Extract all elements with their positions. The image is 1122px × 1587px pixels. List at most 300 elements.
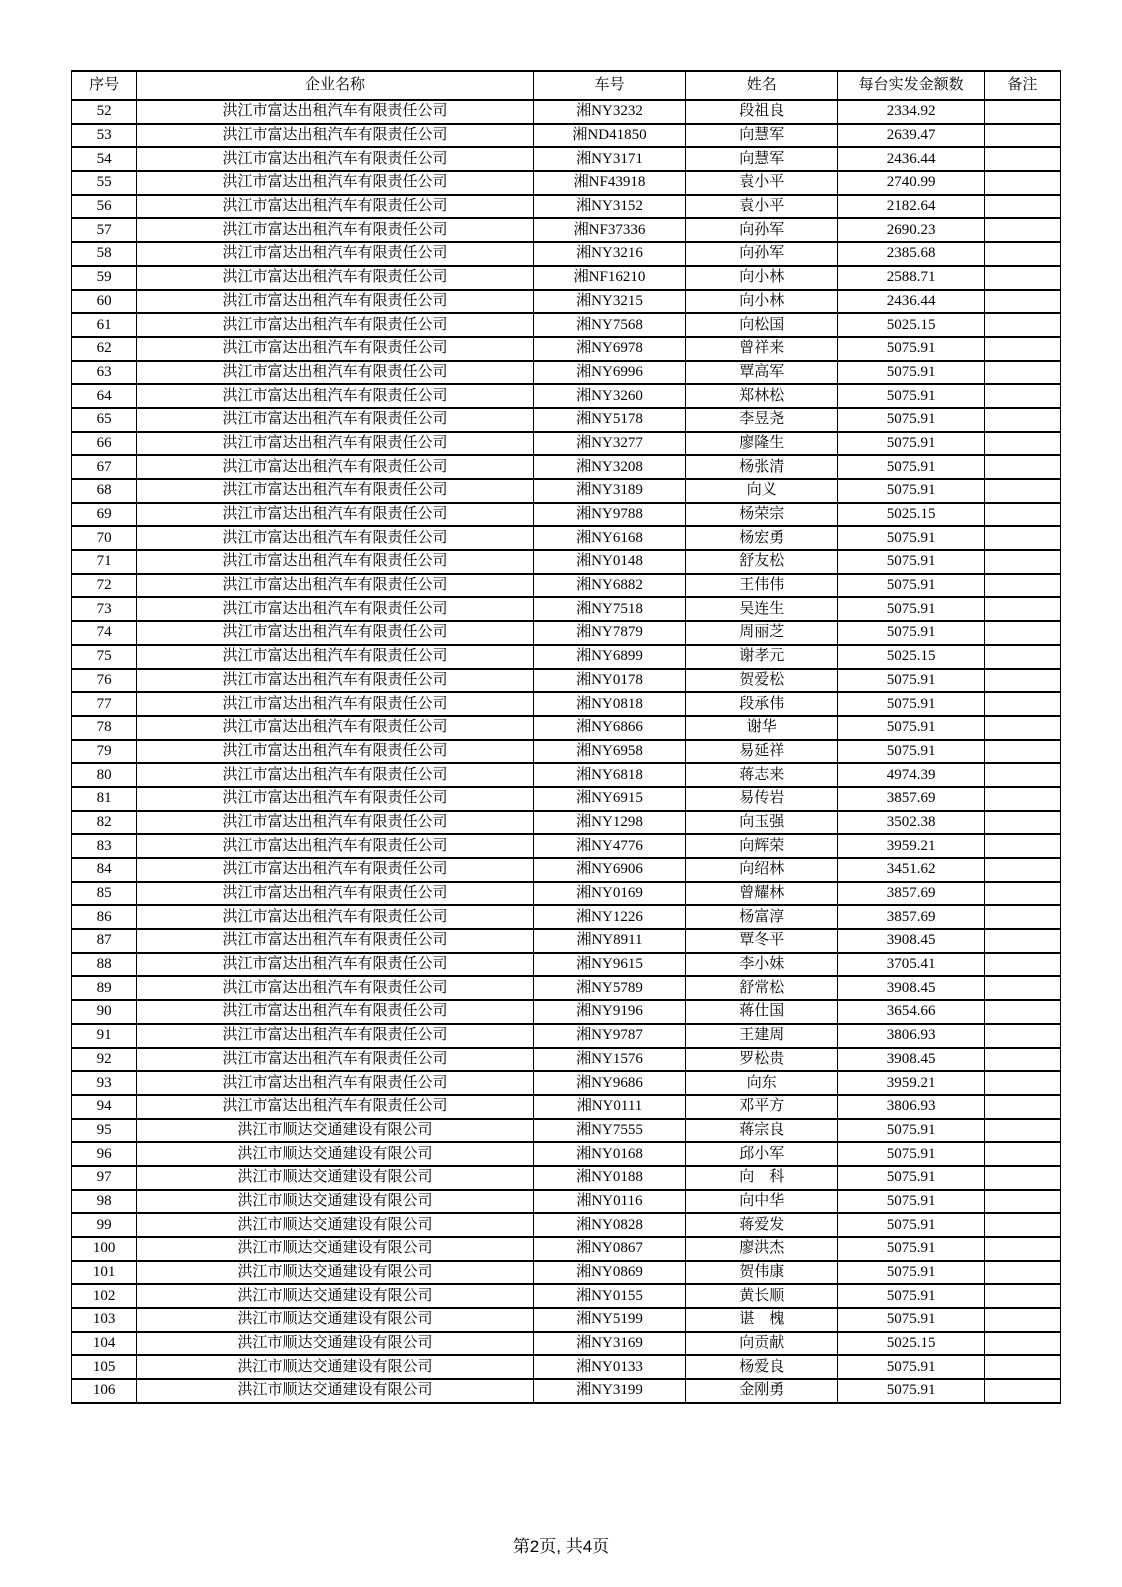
cell-amount: 2690.23 [838,218,984,242]
cell-seq-number: 82 [72,811,137,835]
cell-amount: 5075.91 [838,621,984,645]
cell-company-name: 洪江市富达出租汽车有限责任公司 [137,408,534,432]
cell-remark [984,574,1060,598]
cell-amount: 3857.69 [838,787,984,811]
cell-person-name: 向小林 [686,290,838,314]
cell-remark [984,1284,1060,1308]
cell-remark [984,266,1060,290]
cell-amount: 5075.91 [838,692,984,716]
cell-person-name: 向松国 [686,313,838,337]
cell-seq-number: 65 [72,408,137,432]
cell-vehicle-number: 湘NY7568 [533,313,685,337]
cell-remark [984,100,1060,124]
cell-vehicle-number: 湘NY7518 [533,597,685,621]
cell-seq-number: 57 [72,218,137,242]
cell-remark [984,1237,1060,1261]
cell-seq-number: 97 [72,1166,137,1190]
cell-person-name: 郑林松 [686,384,838,408]
cell-remark [984,1071,1060,1095]
cell-person-name: 王伟伟 [686,574,838,598]
column-header-vehicle-number: 车号 [533,71,685,100]
cell-company-name: 洪江市富达出租汽车有限责任公司 [137,455,534,479]
cell-amount: 5075.91 [838,716,984,740]
cell-vehicle-number: 湘NY0116 [533,1190,685,1214]
cell-vehicle-number: 湘NY4776 [533,834,685,858]
cell-vehicle-number: 湘NY9615 [533,953,685,977]
cell-company-name: 洪江市富达出租汽车有限责任公司 [137,1071,534,1095]
cell-amount: 5025.15 [838,313,984,337]
cell-company-name: 洪江市富达出租汽车有限责任公司 [137,526,534,550]
cell-seq-number: 56 [72,195,137,219]
cell-seq-number: 98 [72,1190,137,1214]
column-header-remark: 备注 [984,71,1060,100]
cell-amount: 3705.41 [838,953,984,977]
table-row [72,692,1061,716]
cell-seq-number: 99 [72,1213,137,1237]
cell-person-name: 吴连生 [686,597,838,621]
cell-company-name: 洪江市富达出租汽车有限责任公司 [137,147,534,171]
cell-seq-number: 75 [72,645,137,669]
table-row [72,1308,1061,1332]
cell-remark [984,1213,1060,1237]
cell-vehicle-number: 湘NY0133 [533,1355,685,1379]
cell-seq-number: 80 [72,763,137,787]
table-row [72,1024,1061,1048]
cell-remark [984,171,1060,195]
cell-amount: 3908.45 [838,929,984,953]
cell-amount: 5075.91 [838,455,984,479]
cell-amount: 5075.91 [838,479,984,503]
table-row [72,716,1061,740]
cell-amount: 2740.99 [838,171,984,195]
cell-seq-number: 60 [72,290,137,314]
cell-company-name: 洪江市富达出租汽车有限责任公司 [137,763,534,787]
table-row [72,408,1061,432]
cell-amount: 5075.91 [838,408,984,432]
cell-amount: 3959.21 [838,834,984,858]
cell-remark [984,1142,1060,1166]
table-row [72,763,1061,787]
cell-amount: 2639.47 [838,124,984,148]
cell-company-name: 洪江市富达出租汽车有限责任公司 [137,740,534,764]
cell-company-name: 洪江市富达出租汽车有限责任公司 [137,692,534,716]
table-row [72,1261,1061,1285]
header-row [72,71,1061,100]
cell-company-name: 洪江市富达出租汽车有限责任公司 [137,290,534,314]
cell-amount: 3908.45 [838,976,984,1000]
cell-vehicle-number: 湘NY6906 [533,858,685,882]
cell-vehicle-number: 湘NY3169 [533,1332,685,1356]
cell-person-name: 覃高军 [686,361,838,385]
cell-vehicle-number: 湘NY3199 [533,1379,685,1403]
cell-person-name: 金刚勇 [686,1379,838,1403]
cell-remark [984,1166,1060,1190]
cell-person-name: 贺伟康 [686,1261,838,1285]
cell-amount: 5075.91 [838,669,984,693]
cell-vehicle-number: 湘NY7879 [533,621,685,645]
cell-person-name: 谌 槐 [686,1308,838,1332]
cell-vehicle-number: 湘NY7555 [533,1119,685,1143]
cell-remark [984,1190,1060,1214]
table-row [72,1071,1061,1095]
cell-amount: 5075.91 [838,1190,984,1214]
cell-company-name: 洪江市富达出租汽车有限责任公司 [137,858,534,882]
cell-person-name: 蒋志来 [686,763,838,787]
cell-company-name: 洪江市顺达交通建设有限公司 [137,1190,534,1214]
table-row [72,905,1061,929]
cell-company-name: 洪江市富达出租汽车有限责任公司 [137,574,534,598]
cell-vehicle-number: 湘NY6958 [533,740,685,764]
cell-amount: 3857.69 [838,905,984,929]
cell-amount: 5075.91 [838,432,984,456]
cell-seq-number: 79 [72,740,137,764]
cell-seq-number: 105 [72,1355,137,1379]
cell-company-name: 洪江市富达出租汽车有限责任公司 [137,976,534,1000]
table-row [72,1213,1061,1237]
cell-vehicle-number: 湘NY6168 [533,526,685,550]
cell-seq-number: 102 [72,1284,137,1308]
cell-company-name: 洪江市顺达交通建设有限公司 [137,1119,534,1143]
cell-remark [984,1024,1060,1048]
table-row [72,953,1061,977]
cell-person-name: 杨宏勇 [686,526,838,550]
column-header-amount: 每台实发金额数 [838,71,984,100]
cell-vehicle-number: 湘NY9686 [533,1071,685,1095]
cell-person-name: 向玉强 [686,811,838,835]
table-row [72,1095,1061,1119]
table-row [72,669,1061,693]
cell-seq-number: 62 [72,337,137,361]
cell-remark [984,953,1060,977]
table-row [72,858,1061,882]
table-row [72,645,1061,669]
cell-remark [984,147,1060,171]
cell-company-name: 洪江市富达出租汽车有限责任公司 [137,242,534,266]
cell-company-name: 洪江市顺达交通建设有限公司 [137,1332,534,1356]
cell-remark [984,337,1060,361]
page-number-footer: 第2页, 共4页 [512,1537,610,1556]
cell-company-name: 洪江市富达出租汽车有限责任公司 [137,1000,534,1024]
cell-amount: 2182.64 [838,195,984,219]
cell-seq-number: 71 [72,550,137,574]
cell-seq-number: 100 [72,1237,137,1261]
cell-vehicle-number: 湘NY3189 [533,479,685,503]
table-row [72,147,1061,171]
cell-company-name: 洪江市富达出租汽车有限责任公司 [137,550,534,574]
table-row [72,337,1061,361]
cell-company-name: 洪江市顺达交通建设有限公司 [137,1355,534,1379]
cell-person-name: 向慧军 [686,124,838,148]
cell-company-name: 洪江市顺达交通建设有限公司 [137,1213,534,1237]
cell-vehicle-number: 湘NY5789 [533,976,685,1000]
cell-vehicle-number: 湘NY3232 [533,100,685,124]
cell-amount: 5075.91 [838,1261,984,1285]
cell-remark [984,242,1060,266]
cell-amount: 3908.45 [838,1048,984,1072]
cell-vehicle-number: 湘NY3215 [533,290,685,314]
cell-company-name: 洪江市富达出租汽车有限责任公司 [137,384,534,408]
table-row [72,1142,1061,1166]
table-row [72,384,1061,408]
cell-person-name: 杨富淳 [686,905,838,929]
cell-person-name: 向绍林 [686,858,838,882]
table-row [72,834,1061,858]
cell-remark [984,763,1060,787]
cell-seq-number: 72 [72,574,137,598]
cell-person-name: 邓平方 [686,1095,838,1119]
table-row [72,195,1061,219]
cell-company-name: 洪江市富达出租汽车有限责任公司 [137,716,534,740]
cell-amount: 2588.71 [838,266,984,290]
cell-vehicle-number: 湘NY6866 [533,716,685,740]
cell-vehicle-number: 湘NY0178 [533,669,685,693]
cell-seq-number: 101 [72,1261,137,1285]
cell-amount: 5075.91 [838,574,984,598]
table-row [72,1332,1061,1356]
cell-company-name: 洪江市富达出租汽车有限责任公司 [137,195,534,219]
cell-remark [984,1355,1060,1379]
cell-amount: 5075.91 [838,740,984,764]
table-row [72,361,1061,385]
cell-person-name: 廖洪杰 [686,1237,838,1261]
cell-company-name: 洪江市富达出租汽车有限责任公司 [137,882,534,906]
cell-company-name: 洪江市富达出租汽车有限责任公司 [137,124,534,148]
cell-amount: 5075.91 [838,526,984,550]
cell-seq-number: 59 [72,266,137,290]
table-row [72,929,1061,953]
cell-vehicle-number: 湘NY3216 [533,242,685,266]
cell-remark [984,1000,1060,1024]
cell-remark [984,124,1060,148]
cell-person-name: 段祖良 [686,100,838,124]
cell-amount: 3959.21 [838,1071,984,1095]
cell-company-name: 洪江市富达出租汽车有限责任公司 [137,787,534,811]
cell-company-name: 洪江市富达出租汽车有限责任公司 [137,503,534,527]
cell-amount: 2385.68 [838,242,984,266]
cell-person-name: 李昱尧 [686,408,838,432]
cell-remark [984,218,1060,242]
table-row [72,124,1061,148]
cell-remark [984,1379,1060,1403]
cell-person-name: 向小林 [686,266,838,290]
cell-vehicle-number: 湘NY0867 [533,1237,685,1261]
cell-seq-number: 96 [72,1142,137,1166]
cell-amount: 5075.91 [838,361,984,385]
cell-vehicle-number: 湘NY1226 [533,905,685,929]
cell-vehicle-number: 湘NY3260 [533,384,685,408]
cell-vehicle-number: 湘NY0111 [533,1095,685,1119]
cell-person-name: 向贡献 [686,1332,838,1356]
cell-company-name: 洪江市富达出租汽车有限责任公司 [137,597,534,621]
cell-company-name: 洪江市顺达交通建设有限公司 [137,1308,534,1332]
cell-seq-number: 88 [72,953,137,977]
table-row [72,574,1061,598]
cell-company-name: 洪江市顺达交通建设有限公司 [137,1237,534,1261]
cell-person-name: 谢华 [686,716,838,740]
cell-seq-number: 94 [72,1095,137,1119]
cell-seq-number: 87 [72,929,137,953]
cell-person-name: 周丽芝 [686,621,838,645]
table-row [72,621,1061,645]
table-row [72,100,1061,124]
cell-remark [984,313,1060,337]
cell-amount: 5075.91 [838,384,984,408]
cell-amount: 4974.39 [838,763,984,787]
cell-company-name: 洪江市顺达交通建设有限公司 [137,1142,534,1166]
table-row [72,1284,1061,1308]
table-row [72,550,1061,574]
cell-company-name: 洪江市顺达交通建设有限公司 [137,1166,534,1190]
cell-remark [984,1119,1060,1143]
cell-person-name: 蒋宗良 [686,1119,838,1143]
cell-remark [984,716,1060,740]
cell-person-name: 蒋爱发 [686,1213,838,1237]
cell-remark [984,740,1060,764]
table-row [72,290,1061,314]
cell-seq-number: 104 [72,1332,137,1356]
cell-seq-number: 58 [72,242,137,266]
cell-remark [984,811,1060,835]
cell-company-name: 洪江市富达出租汽车有限责任公司 [137,834,534,858]
table-row [72,1237,1061,1261]
cell-seq-number: 106 [72,1379,137,1403]
cell-remark [984,290,1060,314]
cell-person-name: 向慧军 [686,147,838,171]
cell-seq-number: 81 [72,787,137,811]
cell-vehicle-number: 湘NY5178 [533,408,685,432]
cell-remark [984,1048,1060,1072]
cell-amount: 5075.91 [838,1213,984,1237]
cell-seq-number: 69 [72,503,137,527]
cell-seq-number: 89 [72,976,137,1000]
column-header-person-name: 姓名 [686,71,838,100]
cell-company-name: 洪江市富达出租汽车有限责任公司 [137,361,534,385]
table-row [72,266,1061,290]
cell-person-name: 蒋仕国 [686,1000,838,1024]
cell-seq-number: 66 [72,432,137,456]
cell-remark [984,834,1060,858]
cell-remark [984,929,1060,953]
cell-vehicle-number: 湘NY0155 [533,1284,685,1308]
table-row [72,1000,1061,1024]
cell-amount: 5075.91 [838,1355,984,1379]
cell-seq-number: 76 [72,669,137,693]
cell-seq-number: 93 [72,1071,137,1095]
cell-remark [984,526,1060,550]
cell-vehicle-number: 湘NY0168 [533,1142,685,1166]
cell-remark [984,645,1060,669]
cell-vehicle-number: 湘NY9196 [533,1000,685,1024]
cell-company-name: 洪江市富达出租汽车有限责任公司 [137,645,534,669]
cell-person-name: 向义 [686,479,838,503]
cell-person-name: 袁小平 [686,195,838,219]
cell-remark [984,455,1060,479]
cell-vehicle-number: 湘NY0818 [533,692,685,716]
cell-amount: 2436.44 [838,290,984,314]
cell-person-name: 罗松贵 [686,1048,838,1072]
cell-company-name: 洪江市富达出租汽车有限责任公司 [137,953,534,977]
cell-company-name: 洪江市顺达交通建设有限公司 [137,1284,534,1308]
cell-person-name: 向孙军 [686,242,838,266]
cell-company-name: 洪江市富达出租汽车有限责任公司 [137,1024,534,1048]
cell-company-name: 洪江市富达出租汽车有限责任公司 [137,905,534,929]
cell-amount: 5075.91 [838,1166,984,1190]
cell-vehicle-number: 湘NY0148 [533,550,685,574]
cell-amount: 3806.93 [838,1024,984,1048]
cell-remark [984,1308,1060,1332]
cell-remark [984,882,1060,906]
table-row [72,811,1061,835]
cell-seq-number: 86 [72,905,137,929]
cell-company-name: 洪江市富达出租汽车有限责任公司 [137,218,534,242]
cell-amount: 2334.92 [838,100,984,124]
cell-person-name: 王建周 [686,1024,838,1048]
cell-vehicle-number: 湘NY9787 [533,1024,685,1048]
cell-amount: 5025.15 [838,1332,984,1356]
cell-amount: 2436.44 [838,147,984,171]
cell-remark [984,597,1060,621]
cell-person-name: 向辉荣 [686,834,838,858]
cell-amount: 5075.91 [838,1237,984,1261]
cell-remark [984,479,1060,503]
cell-company-name: 洪江市富达出租汽车有限责任公司 [137,266,534,290]
cell-amount: 3502.38 [838,811,984,835]
cell-amount: 5075.91 [838,1284,984,1308]
cell-seq-number: 77 [72,692,137,716]
table-row [72,432,1061,456]
table-row [72,1048,1061,1072]
cell-seq-number: 78 [72,716,137,740]
cell-amount: 5075.91 [838,337,984,361]
cell-amount: 5025.15 [838,645,984,669]
cell-vehicle-number: 湘NY6882 [533,574,685,598]
cell-seq-number: 54 [72,147,137,171]
cell-remark [984,503,1060,527]
cell-seq-number: 74 [72,621,137,645]
cell-seq-number: 63 [72,361,137,385]
cell-amount: 5075.91 [838,550,984,574]
column-header-seq-number: 序号 [72,71,137,100]
table-row [72,882,1061,906]
cell-vehicle-number: 湘NY5199 [533,1308,685,1332]
cell-person-name: 向东 [686,1071,838,1095]
cell-seq-number: 91 [72,1024,137,1048]
table-row [72,1190,1061,1214]
cell-vehicle-number: 湘NY6818 [533,763,685,787]
cell-vehicle-number: 湘NY0869 [533,1261,685,1285]
cell-vehicle-number: 湘NF16210 [533,266,685,290]
cell-person-name: 覃冬平 [686,929,838,953]
cell-person-name: 廖隆生 [686,432,838,456]
cell-vehicle-number: 湘NF43918 [533,171,685,195]
cell-remark [984,195,1060,219]
cell-vehicle-number: 湘NY0828 [533,1213,685,1237]
cell-seq-number: 61 [72,313,137,337]
table-row [72,787,1061,811]
cell-seq-number: 92 [72,1048,137,1072]
cell-remark [984,692,1060,716]
cell-company-name: 洪江市富达出租汽车有限责任公司 [137,929,534,953]
cell-seq-number: 95 [72,1119,137,1143]
cell-seq-number: 70 [72,526,137,550]
cell-remark [984,1261,1060,1285]
cell-vehicle-number: 湘NY6978 [533,337,685,361]
cell-company-name: 洪江市富达出租汽车有限责任公司 [137,621,534,645]
cell-remark [984,669,1060,693]
cell-amount: 3806.93 [838,1095,984,1119]
cell-person-name: 向中华 [686,1190,838,1214]
table-row [72,218,1061,242]
